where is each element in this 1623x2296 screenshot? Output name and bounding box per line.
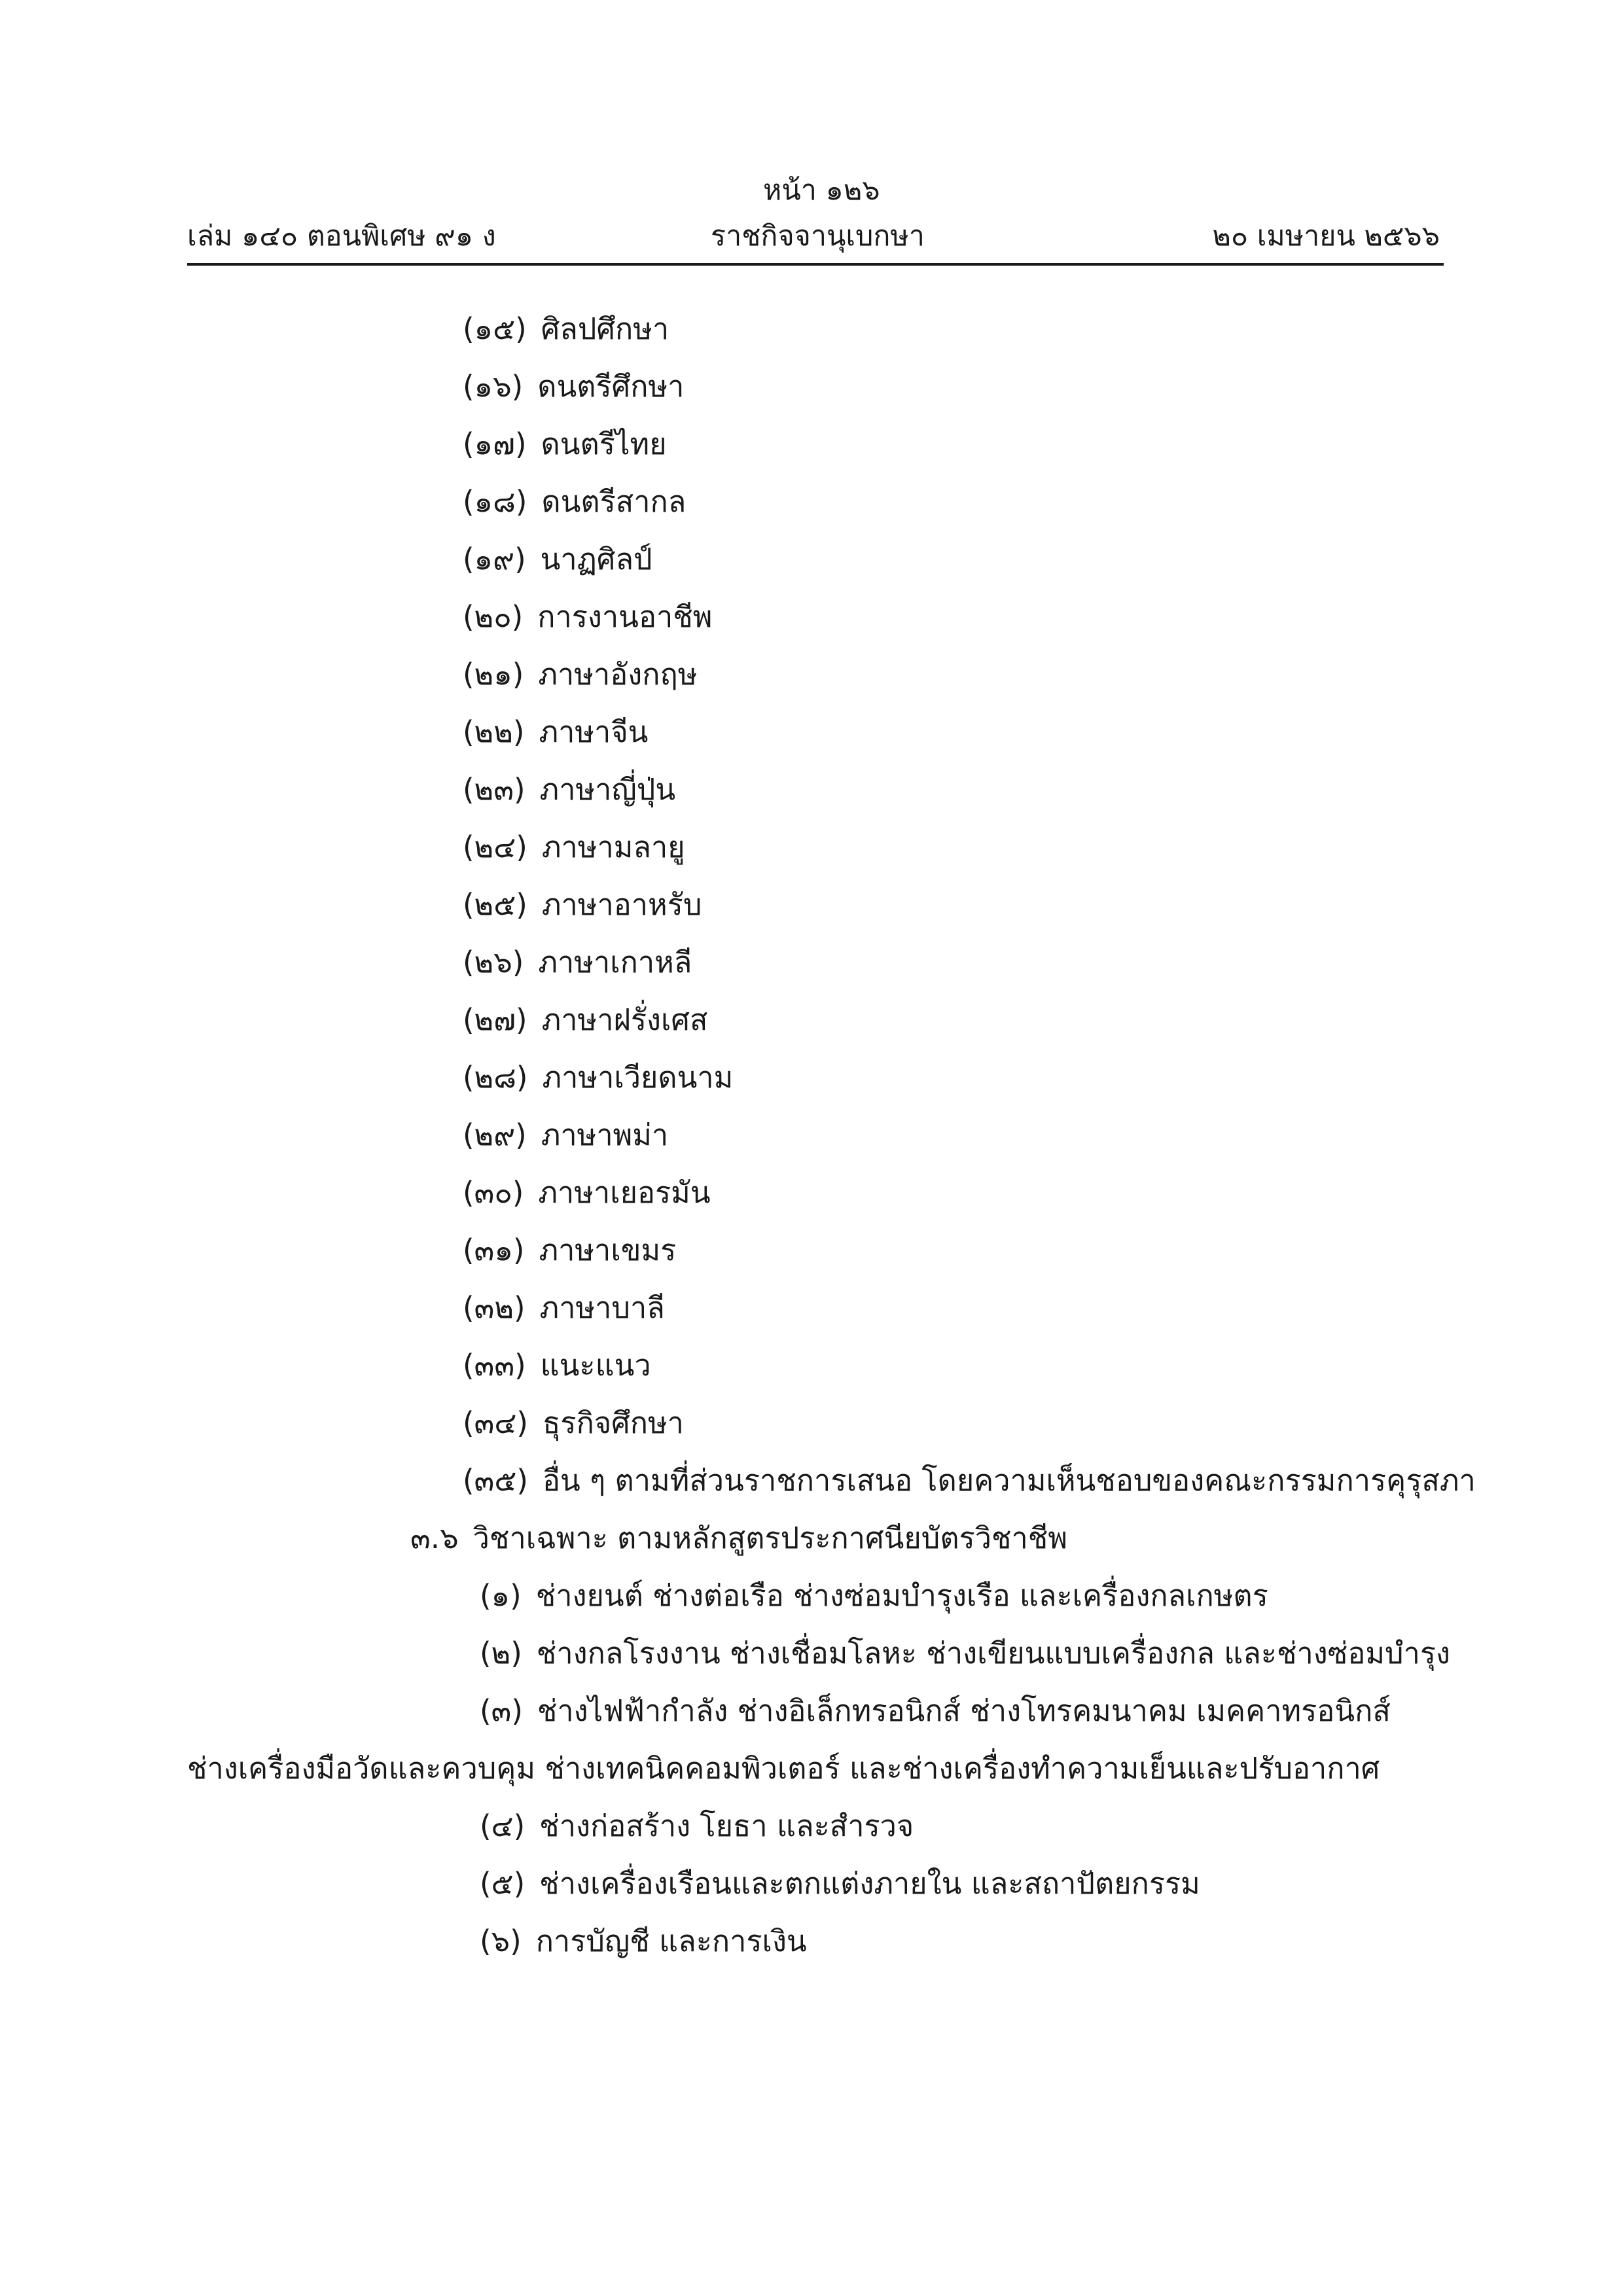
list-item xyxy=(463,1060,734,1095)
item-text: ภาษาพม่า xyxy=(541,1118,669,1152)
list-item xyxy=(463,1002,708,1037)
list-item xyxy=(463,1348,651,1383)
list-item xyxy=(480,1638,1450,1668)
item-number: (๒๕) xyxy=(463,887,527,922)
publication-date: ๒๐ เมษายน ๒๕๖๖ xyxy=(1212,220,1440,253)
list-item xyxy=(463,429,667,459)
item-number: ๓.๖ xyxy=(410,1521,459,1555)
item-text: อื่น ๆ ตามที่ส่วนราชการเสนอ โดยความเห็นชอบของคณะกรรมการคุรุสภา xyxy=(542,1463,1476,1498)
item-number: (๒) xyxy=(480,1636,522,1670)
list-item xyxy=(187,1751,1380,1786)
list-item xyxy=(463,311,669,346)
item-number: (๒๙) xyxy=(463,1118,527,1152)
item-text: ศิลปศึกษา xyxy=(541,311,669,346)
item-number: (๕) xyxy=(480,1866,526,1901)
item-number: (๒๒) xyxy=(463,715,525,749)
item-text: ช่างกลโรงงาน ช่างเชื่อมโลหะ ช่างเขียนแบบเครื่องกล และช่างซ่อมบำรุง xyxy=(536,1636,1450,1670)
item-number: (๒๖) xyxy=(463,945,524,980)
item-number: (๒๗) xyxy=(463,1002,527,1037)
list-item xyxy=(463,772,676,807)
list-item xyxy=(463,1405,684,1440)
list-item xyxy=(463,1290,665,1325)
item-number: (๓๑) xyxy=(463,1233,525,1267)
journal-name: ราชกิจจานุเบกษา xyxy=(711,220,925,253)
item-number: (๒๓) xyxy=(463,772,526,807)
item-number: (๒๑) xyxy=(463,657,524,692)
item-number: (๑๖) xyxy=(463,369,524,404)
item-text: ภาษาเขมร xyxy=(539,1233,677,1267)
item-text: ภาษาจีน xyxy=(539,715,649,749)
item-text: ดนตรีไทย xyxy=(541,427,667,461)
item-number: (๓๔) xyxy=(463,1405,528,1440)
item-number: (๑) xyxy=(480,1578,522,1613)
item-number: (๒๔) xyxy=(463,830,527,864)
volume-issue: เล่ม ๑๔๐ ตอนพิเศษ ๙๑ ง xyxy=(187,220,496,253)
item-number: (๑๗) xyxy=(463,427,527,461)
item-text: การบัญชี และการเงิน xyxy=(535,1924,807,1958)
item-text: ดนตรีศึกษา xyxy=(537,369,685,404)
item-number: (๖) xyxy=(480,1924,522,1958)
item-text: ภาษาเกาหลี xyxy=(538,945,692,980)
list-item xyxy=(463,717,648,747)
item-number: (๓๒) xyxy=(463,1290,526,1325)
item-text: ภาษาอาหรับ xyxy=(541,887,702,922)
item-text: ช่างก่อสร้าง โยธา และสำรวจ xyxy=(539,1809,914,1843)
item-text: ภาษาเวียดนาม xyxy=(542,1060,734,1095)
item-text: ธุรกิจศึกษา xyxy=(542,1405,684,1440)
list-item xyxy=(463,369,685,404)
item-number: (๓) xyxy=(480,1693,523,1728)
item-number: (๒๘) xyxy=(463,1060,528,1095)
item-text: แนะแนว xyxy=(540,1348,651,1383)
item-text: ช่างยนต์ ช่างต่อเรือ ช่างซ่อมบำรุงเรือ และเครื่องกลเกษตร xyxy=(535,1578,1268,1613)
item-number: (๔) xyxy=(480,1809,526,1843)
list-item xyxy=(480,1693,1391,1728)
item-number: (๓๐) xyxy=(463,1175,524,1210)
item-text: ช่างเครื่องเรือนและตกแต่งภายใน และสถาปัตยกรรม xyxy=(539,1866,1200,1901)
item-text: ภาษามลายู xyxy=(541,830,685,864)
item-number: (๓๓) xyxy=(463,1348,526,1383)
header-divider xyxy=(187,263,1444,266)
item-text: ช่างไฟฟ้ากำลัง ช่างอิเล็กทรอนิกส์ ช่างโทรคมนาคม เมคคาทรอนิกส์ xyxy=(537,1693,1391,1728)
item-text: ภาษาบาลี xyxy=(539,1290,665,1325)
item-text: การงานอาชีพ xyxy=(537,599,713,634)
list-item xyxy=(480,1811,914,1841)
list-item xyxy=(463,945,692,980)
list-item xyxy=(480,1866,1200,1901)
item-text: ภาษาอังกฤษ xyxy=(538,657,698,692)
list-item xyxy=(463,484,687,519)
item-text: นาฏศิลป์ xyxy=(540,542,652,576)
item-number: (๑๙) xyxy=(463,542,526,576)
item-text: ภาษาฝรั่งเศส xyxy=(541,1002,708,1037)
list-item xyxy=(480,1926,807,1956)
item-text: ภาษาเยอรมัน xyxy=(538,1175,711,1210)
item-number: (๑๕) xyxy=(463,311,527,346)
list-item xyxy=(463,544,652,574)
item-text: วิชาเฉพาะ ตามหลักสูตรประกาศนียบัตรวิชาชีพ xyxy=(473,1521,1068,1555)
list-item xyxy=(463,1175,711,1210)
list-item xyxy=(463,887,702,922)
list-item xyxy=(463,1120,668,1150)
section-heading xyxy=(410,1523,1067,1553)
list-item xyxy=(463,832,685,862)
item-text: ดนตรีสากล xyxy=(541,484,687,519)
list-item xyxy=(463,599,713,634)
item-number: (๑๘) xyxy=(463,484,527,519)
item-number: (๒๐) xyxy=(463,599,524,634)
list-item xyxy=(463,657,698,692)
list-item xyxy=(480,1578,1268,1613)
list-item xyxy=(463,1235,676,1265)
item-text: ภาษาญี่ปุ่น xyxy=(539,772,676,807)
item-text: ช่างเครื่องมือวัดและควบคุม ช่างเทคนิคคอมพิวเตอร์ และช่างเครื่องทำความเย็นและปรับอากาศ xyxy=(187,1751,1380,1786)
list-item xyxy=(463,1463,1476,1498)
item-number: (๓๕) xyxy=(463,1463,528,1498)
page-number: หน้า ๑๒๖ xyxy=(763,174,880,207)
